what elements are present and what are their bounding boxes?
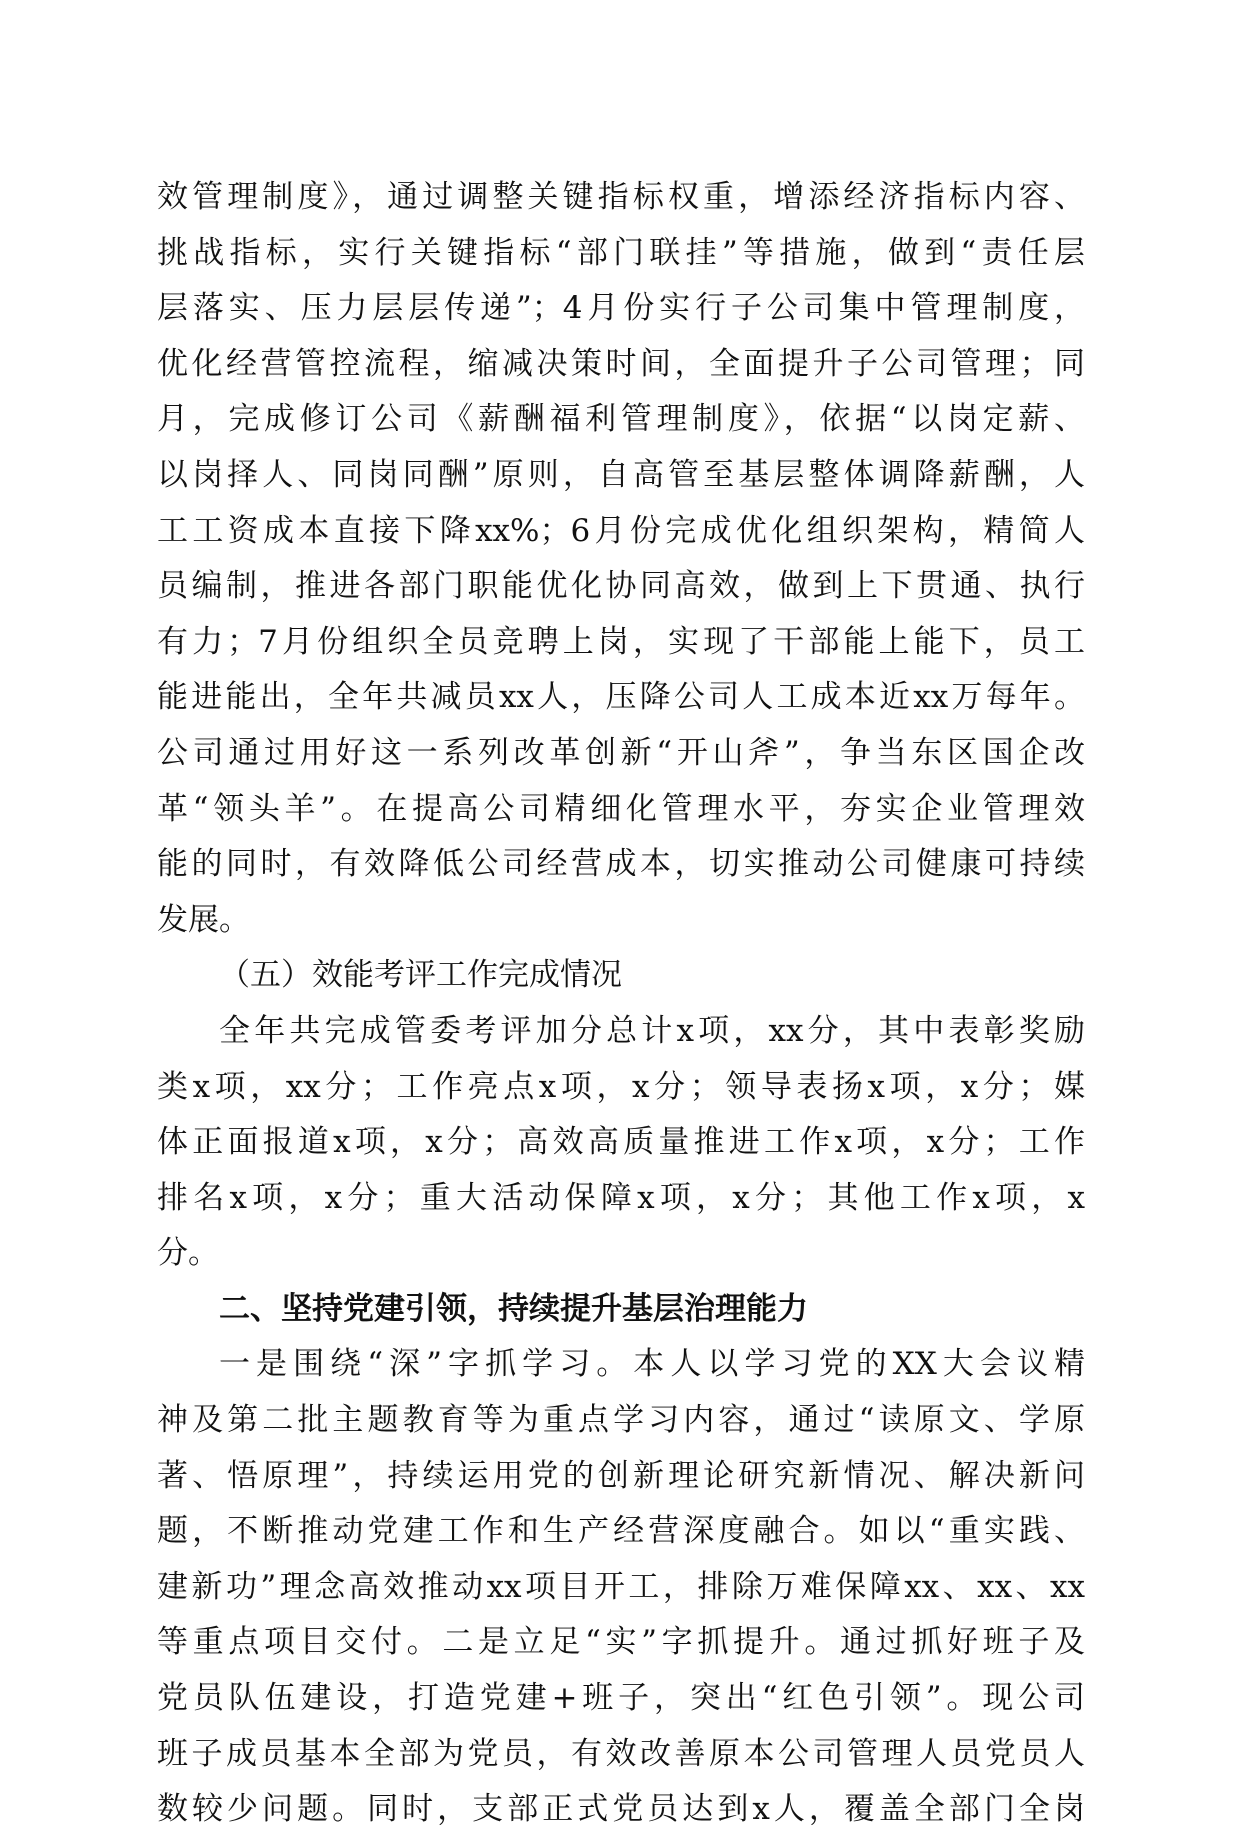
text-line: 发展。	[157, 901, 250, 938]
section-heading: 二、坚持党建引领，持续提升基层治理能力	[219, 1290, 808, 1327]
document-page	[157, 170, 1085, 1838]
text-line: 等重点项目交付。二是立足“实”字抓提升。通过抓好班子及	[157, 1624, 1085, 1661]
text-line: 排名x项，x分；重大活动保障x项，x分；其他工作x项，x	[157, 1179, 1085, 1216]
paragraph-party-building	[157, 1337, 1085, 1837]
text-line: 层落实、压力层层传递”；4月份实行子公司集中管理制度，	[157, 290, 1085, 327]
text-line: 一是围绕“深”字抓学习。本人以学习党的XX大会议精	[219, 1346, 1085, 1383]
text-line: 数较少问题。同时，支部正式党员达到x人，覆盖全部门全岗	[157, 1791, 1085, 1828]
text-line: 能的同时，有效降低公司经营成本，切实推动公司健康可持续	[157, 846, 1085, 883]
text-line: 全年共完成管委考评加分总计x项，xx分，其中表彰奖励	[219, 1012, 1085, 1049]
text-line: 有力；7月份组织全员竞聘上岗，实现了干部能上能下，员工	[157, 623, 1085, 660]
text-line: 员编制，推进各部门职能优化协同高效，做到上下贯通、执行	[157, 568, 1085, 605]
text-line: 类x项，xx分；工作亮点x项，x分；领导表扬x项，x分；媒	[157, 1068, 1085, 1105]
paragraph-reform-summary	[157, 170, 1085, 948]
text-line: 题，不断推动党建工作和生产经营深度融合。如以“重实践、	[157, 1513, 1085, 1550]
text-line: 分。	[157, 1235, 219, 1272]
text-line: 优化经营管控流程，缩减决策时间，全面提升子公司管理；同	[157, 345, 1085, 382]
text-line: 公司通过用好这一系列改革创新“开山斧”，争当东区国企改	[157, 734, 1085, 771]
text-line: 工工资成本直接下降xx%；6月份完成优化组织架构，精简人	[157, 512, 1085, 549]
text-line: 以岗择人、同岗同酬”原则，自高管至基层整体调降薪酬，人	[157, 456, 1085, 493]
text-line: 党员队伍建设，打造党建+班子，突出“红色引领”。现公司	[157, 1680, 1085, 1717]
text-line: 神及第二批主题教育等为重点学习内容，通过“读原文、学原	[157, 1402, 1085, 1439]
text-line: 月，完成修订公司《薪酬福利管理制度》，依据“以岗定薪、	[157, 401, 1085, 438]
text-line: 革“领头羊”。在提高公司精细化管理水平，夯实企业管理效	[157, 790, 1085, 827]
text-line: 班子成员基本全部为党员，有效改善原本公司管理人员党员人	[157, 1735, 1085, 1772]
text-line: 著、悟原理”，持续运用党的创新理论研究新情况、解决新问	[157, 1457, 1085, 1494]
text-line: 能进能出，全年共减员xx人，压降公司人工成本近xx万每年。	[157, 679, 1085, 716]
sub-heading: （五）效能考评工作完成情况	[219, 957, 622, 994]
text-line: 效管理制度》，通过调整关键指标权重，增添经济指标内容、	[157, 179, 1085, 215]
paragraph-evaluation	[157, 1004, 1085, 1282]
text-line: 建新功”理念高效推动xx项目开工，排除万难保障xx、xx、xx	[157, 1568, 1085, 1605]
text-line: 挑战指标，实行关键指标“部门联挂”等措施，做到“责任层	[157, 234, 1085, 271]
text-line: 体正面报道x项，x分；高效高质量推进工作x项，x分；工作	[157, 1124, 1085, 1161]
